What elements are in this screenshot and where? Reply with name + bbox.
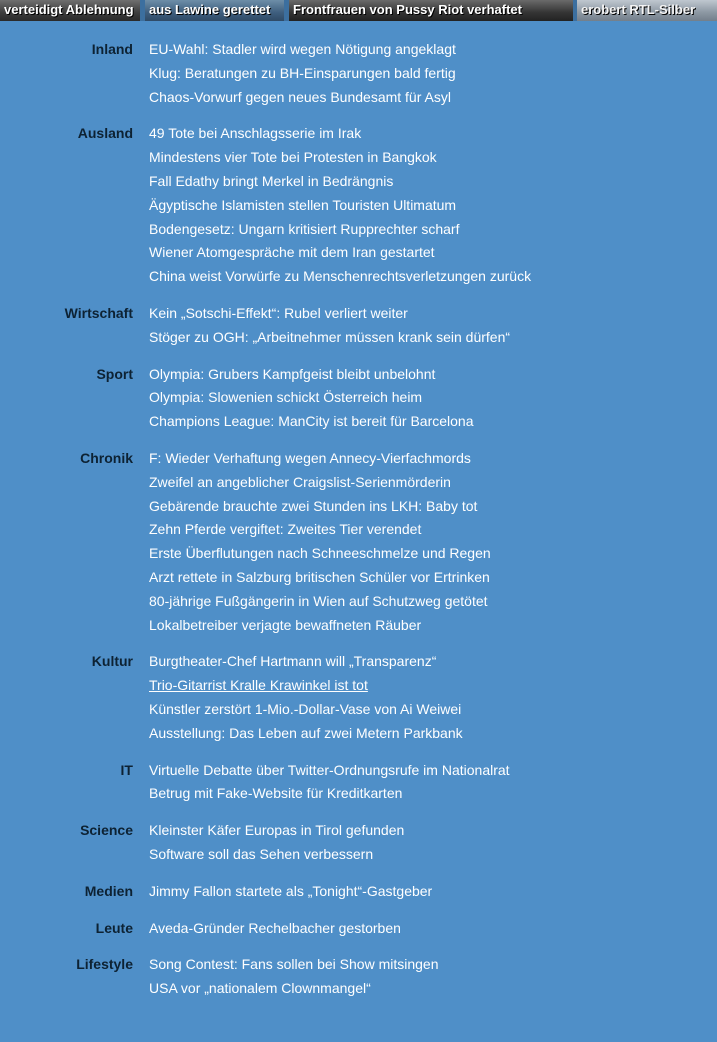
headline-link[interactable]: Stöger zu OGH: „Arbeitnehmer müssen krank sein dürfen“ [149,328,511,345]
section-label[interactable]: Ausland [77,125,133,142]
headline-list [133,302,510,350]
section-label[interactable]: Medien [84,882,133,899]
headline-link[interactable]: Künstler zerstört 1-Mio.-Dollar-Vase von Ai Weiwei [149,700,462,717]
headline-link[interactable]: Burgtheater-Chef Hartmann will „Transparenz“ [149,653,437,670]
news-section-sport [0,363,717,434]
headline-list [133,880,432,904]
headline-link[interactable]: Chaos-Vorwurf gegen neues Bundesamt für Asyl [149,88,451,105]
headline-link[interactable]: EU-Wahl: Stadler wird wegen Nötigung angeklagt [149,41,456,57]
news-section-kultur [0,650,717,745]
headline-list [133,650,463,745]
headline-list [133,759,510,807]
news-section-science [0,819,717,867]
headline-link[interactable]: Olympia: Grubers Kampfgeist bleibt unbelohnt [149,365,436,382]
headline-link[interactable]: Fall Edathy bringt Merkel in Bedrängnis [149,172,394,189]
headline-list [133,953,439,1001]
headline-list [133,917,401,941]
headline-link[interactable]: Song Contest: Fans sollen bei Show mitsingen [149,956,439,973]
headline-link[interactable]: Zehn Pferde vergiftet: Zweites Tier verendet [149,521,422,538]
teaser-link[interactable]: erobert RTL-Silber [577,0,717,21]
headline-link[interactable]: Bodengesetz: Ungarn kritisiert Rupprechter scharf [149,220,460,237]
section-label[interactable]: Chronik [80,449,133,466]
headline-list [133,447,491,637]
headline-link[interactable]: Kleinster Käfer Europas in Tirol gefunden [149,822,405,839]
headline-list [133,122,531,289]
section-label[interactable]: Science [80,822,133,839]
teaser-strip [0,0,717,21]
headline-link[interactable]: Kein „Sotschi-Effekt“: Rubel verliert weiter [149,304,408,321]
teaser-link[interactable]: aus Lawine gerettet [145,0,284,21]
headline-link[interactable]: Lokalbetreiber verjagte bewaffneten Räuber [149,616,422,633]
headline-link[interactable]: USA vor „nationalem Clownmangel“ [149,980,371,997]
news-section-ausland [0,122,717,289]
headline-link[interactable]: Virtuelle Debatte über Twitter-Ordnungsrufe im Nationalrat [149,761,510,778]
headline-link[interactable]: Wiener Atomgespräche mit dem Iran gestartet [149,244,435,261]
headline-link[interactable]: Aveda-Gründer Rechelbacher gestorben [149,919,401,936]
section-label[interactable]: Inland [91,41,133,57]
news-section-lifestyle [0,953,717,1001]
headline-link[interactable]: Trio-Gitarrist Kralle Krawinkel ist tot [149,677,368,694]
headline-link[interactable]: Software soll das Sehen verbessern [149,845,374,862]
news-section-medien [0,880,717,904]
headline-list [133,363,474,434]
section-label[interactable]: Leute [95,919,133,936]
headline-link[interactable]: Zweifel an angeblicher Craigslist-Serienmörderin [149,473,451,490]
headline-link[interactable]: Champions League: ManCity ist bereit für Barcelona [149,413,474,430]
section-label[interactable]: IT [120,761,133,778]
headline-link[interactable]: Arzt rettete in Salzburg britischen Schüler vor Ertrinken [149,568,490,585]
headline-link[interactable]: Ausstellung: Das Leben auf zwei Metern Parkbank [149,724,463,741]
news-section-leute [0,917,717,941]
headline-link[interactable]: China weist Vorwürfe zu Menschenrechtsverletzungen zurück [149,268,532,285]
headline-link[interactable]: Jimmy Fallon startete als „Tonight“-Gastgeber [149,882,433,899]
headline-link[interactable]: F: Wieder Verhaftung wegen Annecy-Vierfachmords [149,449,471,466]
headline-list [133,819,404,867]
section-label[interactable]: Kultur [91,653,133,670]
headline-link[interactable]: 49 Tote bei Anschlagsserie im Irak [149,125,362,142]
headline-link[interactable]: Betrug mit Fake-Website für Kreditkarten [149,785,403,802]
teaser-link[interactable]: verteidigt Ablehnung [0,0,140,21]
headline-link[interactable]: Mindestens vier Tote bei Protesten in Bangkok [149,149,437,166]
news-section-it [0,759,717,807]
section-label[interactable]: Wirtschaft [64,304,133,321]
section-label[interactable]: Sport [96,365,133,382]
headline-link[interactable]: 80-jährige Fußgängerin in Wien auf Schutzweg getötet [149,592,488,609]
news-sections [0,38,717,1014]
headline-link[interactable]: Olympia: Slowenien schickt Österreich heim [149,389,423,406]
section-label[interactable]: Lifestyle [76,956,133,973]
headline-link[interactable]: Erste Überflutungen nach Schneeschmelze und Regen [149,545,491,562]
headline-link[interactable]: Ägyptische Islamisten stellen Touristen Ultimatum [149,196,457,213]
news-section-wirtschaft [0,302,717,350]
headline-link[interactable]: Gebärende brauchte zwei Stunden ins LKH: Baby tot [149,497,478,514]
news-section-inland [0,38,717,109]
teaser-link[interactable]: Frontfrauen von Pussy Riot verhaftet [289,0,573,21]
headline-list [133,38,456,109]
headline-link[interactable]: Klug: Beratungen zu BH-Einsparungen bald fertig [149,64,456,81]
news-section-chronik [0,447,717,637]
